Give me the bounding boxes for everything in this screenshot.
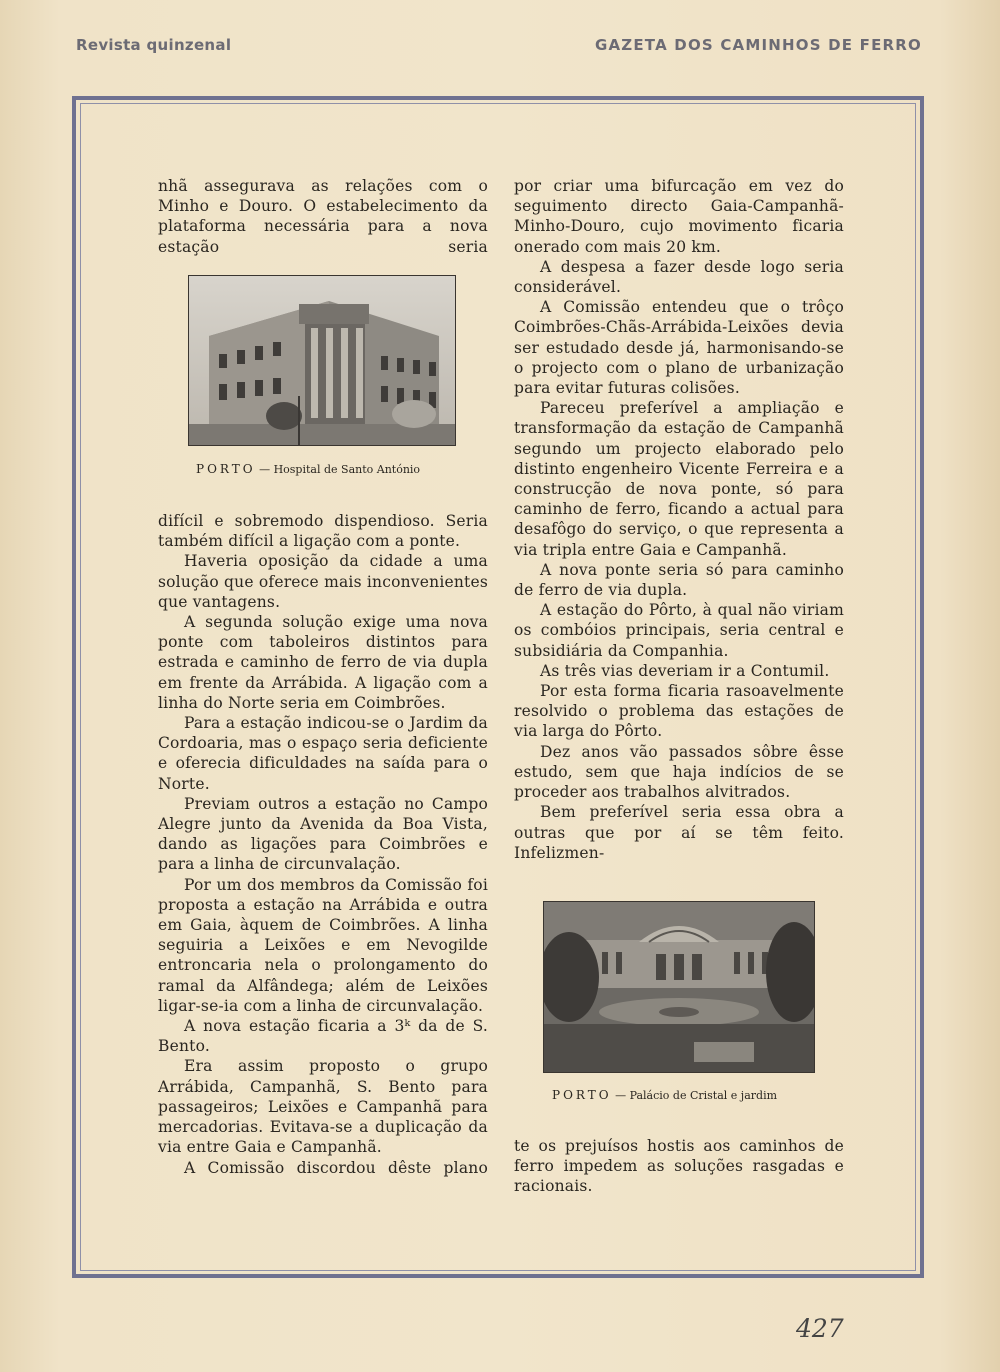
paragraph: por criar uma bifurcação em vez do seguimento directo Gaia-Campanhã-Minho-Douro, cujo movimento ficaria onerado com mais 20 km. [514, 177, 844, 256]
palacio-cristal-photo [543, 901, 815, 1073]
left-column-bottom [158, 511, 488, 1178]
caption-text: — Palácio de Cristal e jardim [611, 1089, 778, 1102]
paragraph: A Comissão discordou dêste plano [184, 1158, 488, 1177]
hospital-photo [188, 275, 456, 446]
paragraph: A nova estação ficaria a 3ᵏ da de S. Bento. [158, 1017, 488, 1056]
paragraph: te os prejuísos hostis aos caminhos de ferro impedem as soluções rasgadas e racionais. [514, 1137, 844, 1196]
right-column-bottom [514, 1136, 844, 1197]
paragraph: Por um dos membros da Comissão foi proposta a estação na Arrábida e outra em Gaia, àquem de Coimbrões. A linha seguiria a Leixões e em Nevogilde entroncaria nela o prolongamento do ramal da Alfândega; além de Leixões ligar-se-ia com a linha de circunvalação. [158, 875, 488, 1015]
caption-city: PORTO [552, 1088, 612, 1102]
paragraph: As três vias deveriam ir a Contumil. [540, 661, 830, 680]
caption-city: PORTO [196, 462, 256, 476]
paragraph: Dez anos vão passados sôbre êsse estudo, sem que haja indícios de se proceder aos trabalhos alvitrados. [514, 742, 844, 802]
paragraph: Era assim proposto o grupo Arrábida, Campanhã, S. Bento para passageiros; Leixões e Campanhã para mercadorias. Evitava-se a duplicação da via entre Gaia e Campanhã. [158, 1057, 488, 1157]
paragraph: Bem preferível seria essa obra a outras que por aí se têm feito. Infelizmen- [514, 803, 844, 862]
paragraph: A Comissão entendeu que o trôço Coimbrões-Chãs-Arrábida-Leixões devia ser estudado desde já, harmonisando-se o projecto com o plano de urbanização para evitar futuras colisões. [514, 298, 844, 398]
paragraph: Para a estação indicou-se o Jardim da Cordoaria, mas o espaço seria deficiente e oferecia dificuldades na saída para o Norte. [158, 714, 488, 793]
palacio-photo-caption [552, 1088, 777, 1102]
running-head-left: Revista quinzenal [76, 36, 232, 54]
page-number: 427 [796, 1314, 844, 1343]
hospital-photo-caption [196, 462, 420, 476]
paragraph: A segunda solução exige uma nova ponte com taboleiros distintos para estrada e caminho de ferro de via dupla em frente da Arrábida. A ligação com a linha do Norte seria em Coimbrões. [158, 613, 488, 712]
paragraph: Previam outros a estação no Campo Alegre junto da Avenida da Boa Vista, dando as ligações para Coimbrões e para a linha de circunvalação. [158, 794, 488, 874]
right-column-top [514, 176, 844, 863]
paragraph: A nova ponte seria só para caminho de ferro de via dupla. [514, 560, 844, 600]
caption-text: — Hospital de Santo António [255, 463, 421, 476]
paragraph: Haveria oposição da cidade a uma solução que oferece mais inconvenientes que vantagens. [158, 552, 488, 611]
paragraph: Por esta forma ficaria rasoavelmente resolvido o problema das estações de via larga do Pôrto. [514, 682, 844, 741]
paragraph: difícil e sobremodo dispendioso. Seria também difícil a ligação com a ponte. [158, 512, 488, 551]
paragraph: A estação do Pôrto, à qual não viriam os combóios principais, seria central e subsidiária da Companhia. [514, 601, 844, 660]
paragraph: A despesa a fazer desde logo seria considerável. [514, 257, 844, 297]
paragraph: nhã assegurava as relações com o Minho e Douro. O estabelecimento da plataforma necessária para a nova estação seria [158, 177, 488, 256]
paragraph: Pareceu preferível a ampliação e transformação da estação de Campanhã segundo um projecto elaborado pelo distinto engenheiro Vicente Ferreira e a construcção de nova ponte, só para caminho de ferro, ficando a actual para desafôgo do serviço, o que representa a via tripla entre Gaia e Campanhã. [514, 399, 844, 559]
running-head-right: GAZETA DOS CAMINHOS DE FERRO [594, 36, 922, 54]
left-column-top [158, 176, 488, 257]
